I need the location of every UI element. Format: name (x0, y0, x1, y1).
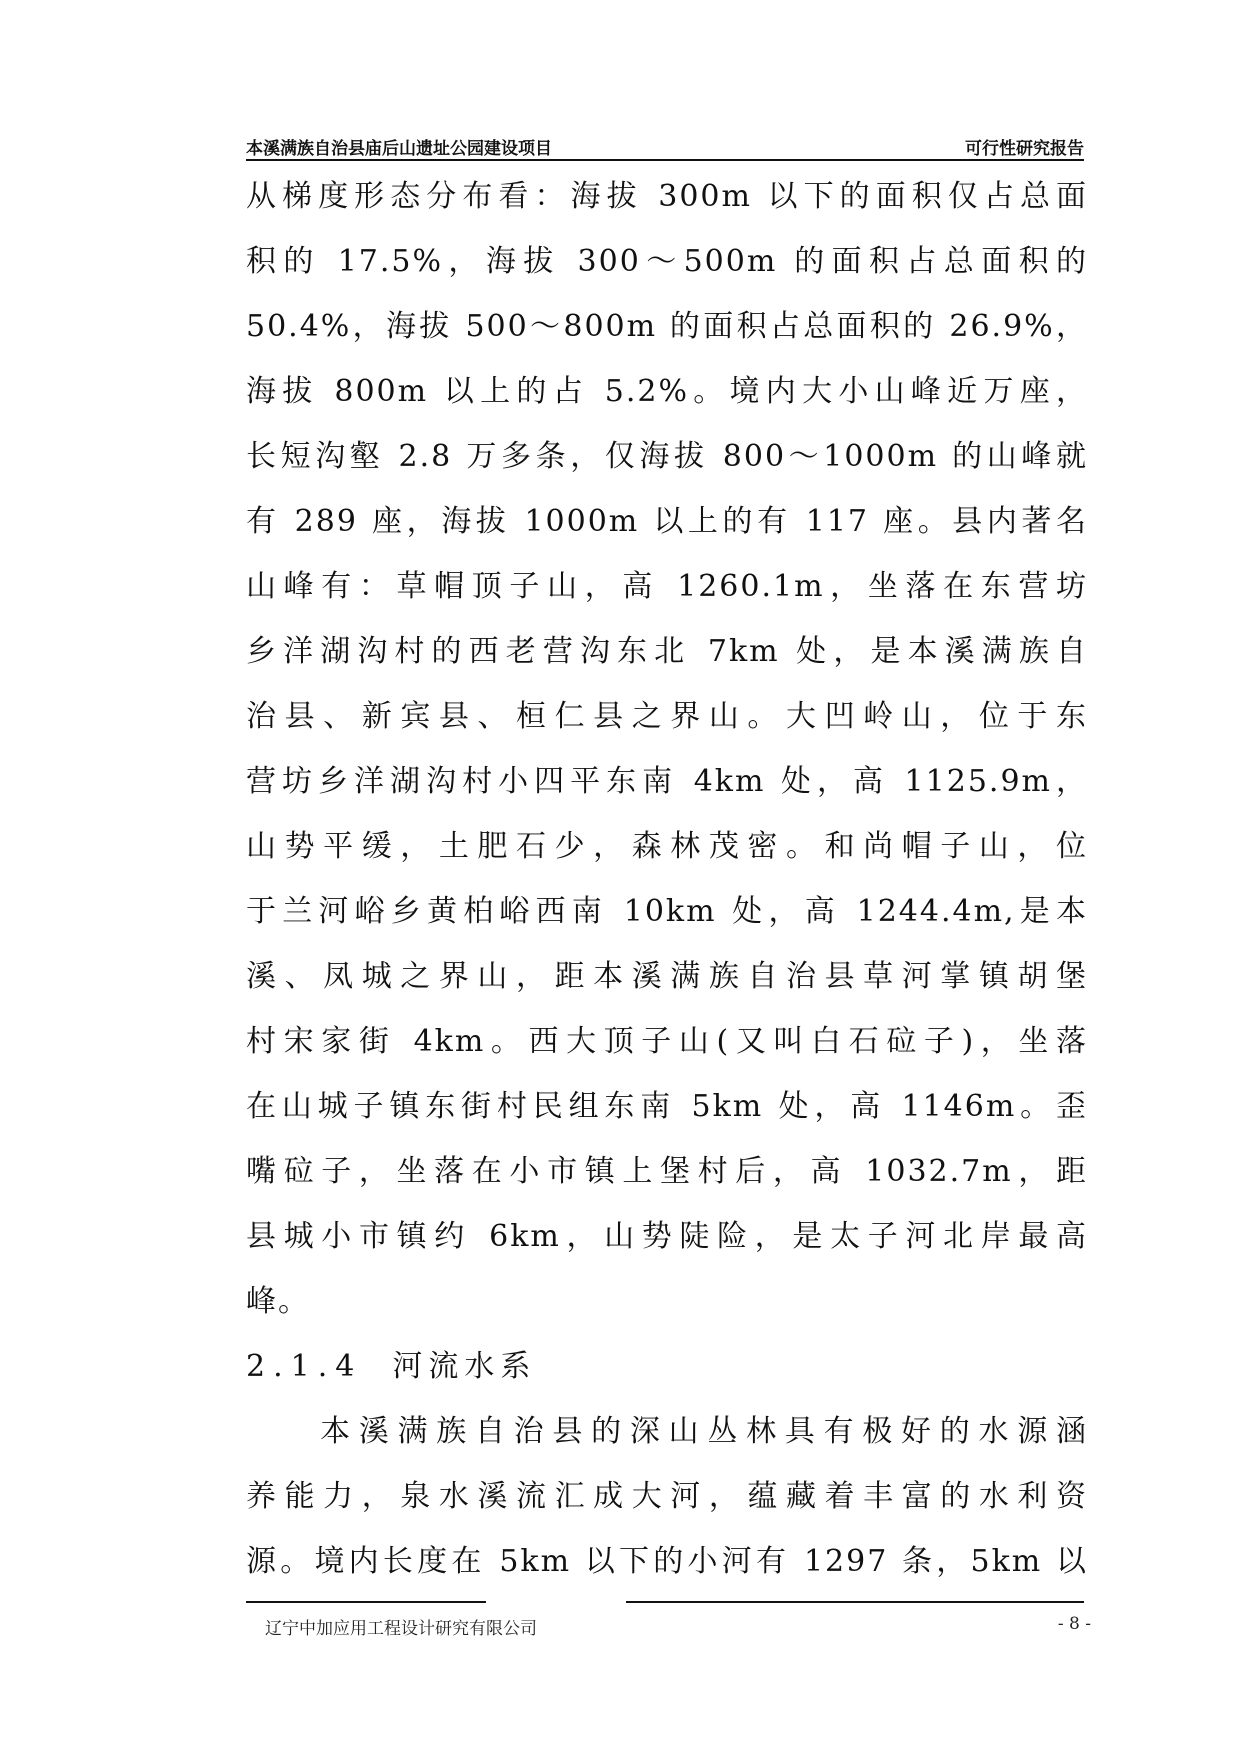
text-line: 有 289 座，海拔 1000m 以上的有 117 座。县内著名 (246, 504, 1088, 539)
text-line: 溪、凤城之界山，距本溪满族自治县草河掌镇胡堡 (246, 959, 1088, 994)
text-line: 源。境内长度在 5km 以下的小河有 1297 条，5km 以 (246, 1544, 1088, 1579)
text-line: 海拔 800m 以上的占 5.2%。境内大小山峰近万座， (246, 374, 1088, 409)
text-line: 山峰有：草帽顶子山，高 1260.1m，坐落在东营坊 (246, 569, 1088, 604)
text-line: 县城小市镇约 6km，山势陡险，是太子河北岸最高 (246, 1219, 1088, 1254)
text-line: 治县、新宾县、桓仁县之界山。大凹岭山，位于东 (246, 699, 1088, 734)
text-line: 积的 17.5%，海拔 300～500m 的面积占总面积的 (246, 244, 1088, 279)
section-number: 2.1.4 (246, 1349, 363, 1384)
text-line: 长短沟壑 2.8 万多条，仅海拔 800～1000m 的山峰就 (246, 439, 1088, 474)
header-report-type: 可行性研究报告 (965, 139, 1084, 159)
text-line: 从梯度形态分布看：海拔 300m 以下的面积仅占总面 (246, 179, 1088, 214)
text-line: 乡洋湖沟村的西老营沟东北 7km 处，是本溪满族自 (246, 634, 1088, 669)
text-line: 嘴砬子，坐落在小市镇上堡村后，高 1032.7m，距 (246, 1154, 1088, 1189)
text-line: 于兰河峪乡黄柏峪西南 10km 处，高 1244.4m,是本 (246, 894, 1088, 929)
text-line: 养能力，泉水溪流汇成大河，蕴藏着丰富的水利资 (246, 1479, 1088, 1514)
footer-company: 辽宁中加应用工程设计研究有限公司 (265, 1619, 537, 1639)
text-line: 本溪满族自治县的深山丛林具有极好的水源涵 (320, 1414, 1088, 1449)
section-title: 河流水系 (392, 1349, 537, 1384)
page-number: - 8 - (1057, 1614, 1091, 1634)
header-project-title: 本溪满族自治县庙后山遗址公园建设项目 (246, 139, 552, 159)
text-line: 峰。 (246, 1284, 310, 1319)
text-line: 山势平缓，土肥石少，森林茂密。和尚帽子山，位 (246, 829, 1088, 864)
section-heading (246, 1334, 1088, 1399)
page-header (246, 134, 1084, 162)
header-divider (246, 159, 1084, 161)
text-line: 村宋家街 4km。西大顶子山(又叫白石砬子)，坐落 (246, 1024, 1088, 1059)
text-line: 50.4%，海拔 500～800m 的面积占总面积的 26.9%， (246, 309, 1088, 344)
text-line: 在山城子镇东街村民组东南 5km 处，高 1146m。歪 (246, 1089, 1088, 1124)
text-line: 营坊乡洋湖沟村小四平东南 4km 处，高 1125.9m， (246, 764, 1088, 799)
body-text (246, 164, 1088, 1594)
